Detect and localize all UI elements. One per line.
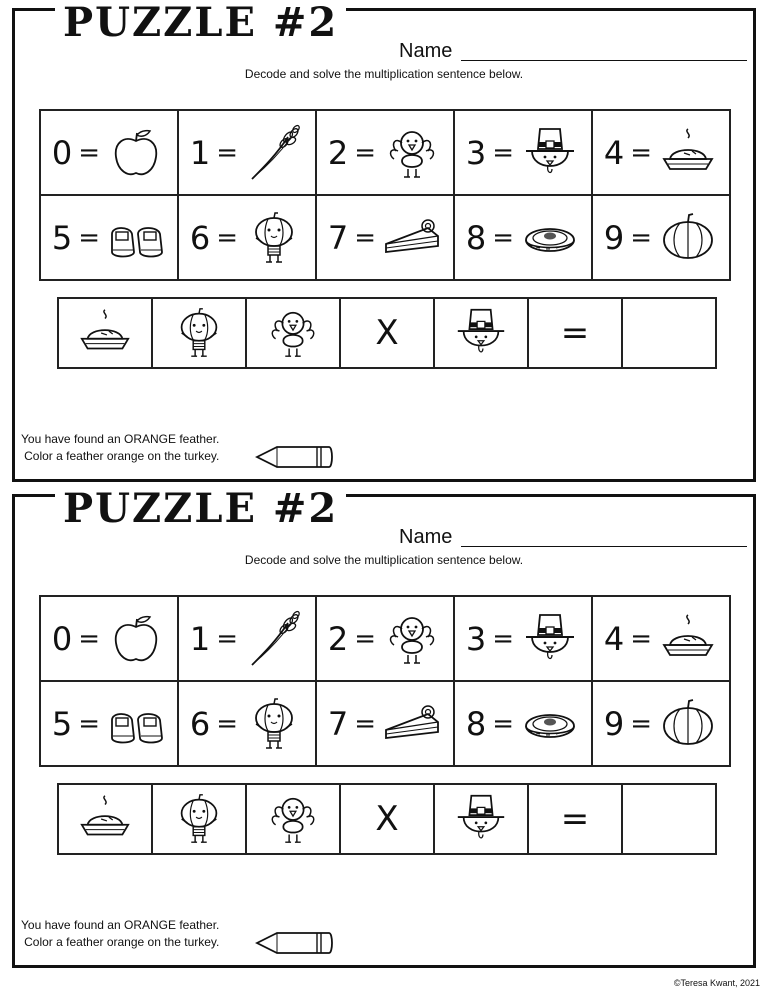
pumpkin-character-icon: [170, 790, 228, 848]
key-digit: 9: [603, 704, 625, 743]
equals-sign: =: [354, 137, 377, 168]
key-cell-4: [592, 110, 730, 195]
pie-icon: [76, 790, 134, 848]
pie-icon: [658, 123, 718, 183]
key-digit: 4: [603, 133, 625, 172]
sweet-potato-pie-icon: [520, 208, 580, 268]
equals-sign: =: [216, 222, 239, 253]
key-cell-5: [40, 681, 178, 766]
instructions: Decode and solve the multiplication sentence below.: [244, 67, 524, 81]
name-line: [461, 546, 747, 547]
sweet-potato-pie-icon: [520, 694, 580, 754]
wheat-icon: [244, 123, 304, 183]
key-digit: 7: [327, 704, 349, 743]
multiply-sign: X: [375, 799, 399, 839]
pumpkin-character-icon: [244, 208, 304, 268]
key-digit: 3: [465, 619, 487, 658]
key-cell-2: [316, 596, 454, 681]
pilgrim-hat-icon: [452, 790, 510, 848]
key-cell-7: [316, 681, 454, 766]
pie-icon: [76, 304, 134, 362]
pumpkin-icon: [658, 694, 718, 754]
equation-cell: [58, 784, 152, 854]
name-field[interactable]: [399, 33, 747, 63]
equation-cell: [152, 298, 246, 368]
multiply-sign: X: [375, 313, 399, 353]
equation-cell: [152, 784, 246, 854]
equals-sign: =: [78, 137, 101, 168]
equals-sign: =: [78, 623, 101, 654]
crayon-icon: [255, 442, 335, 472]
decoder-key-grid: [39, 109, 731, 281]
pilgrim-hat-icon: [520, 123, 580, 183]
equals-sign: =: [492, 222, 515, 253]
name-label: Name: [399, 40, 453, 62]
pie-slice-icon: [382, 694, 442, 754]
feather-message: [21, 917, 219, 951]
worksheet-card-top: [12, 0, 756, 482]
equation-operator-cell: [528, 298, 622, 368]
key-digit: 1: [189, 133, 211, 172]
key-digit: 8: [465, 704, 487, 743]
key-digit: 6: [189, 704, 211, 743]
key-digit: 6: [189, 218, 211, 257]
key-cell-1: [178, 596, 316, 681]
equals-sign: =: [630, 708, 653, 739]
equation-operator-cell: [340, 298, 434, 368]
crayon-icon: [255, 928, 335, 958]
key-cell-7: [316, 195, 454, 280]
equals-sign: =: [492, 708, 515, 739]
key-digit: 3: [465, 133, 487, 172]
key-digit: 0: [51, 133, 73, 172]
name-line: [461, 60, 747, 61]
key-cell-6: [178, 195, 316, 280]
instructions: Decode and solve the multiplication sentence below.: [244, 553, 524, 567]
puzzle-title: PUZZLE #2: [55, 1, 346, 45]
turkey-icon: [264, 304, 322, 362]
key-cell-1: [178, 110, 316, 195]
shoes-icon: [106, 694, 166, 754]
wheat-icon: [244, 609, 304, 669]
turkey-icon: [264, 790, 322, 848]
key-digit: 5: [51, 218, 73, 257]
key-digit: 2: [327, 133, 349, 172]
name-field[interactable]: [399, 519, 747, 549]
equals-sign: =: [78, 708, 101, 739]
key-cell-2: [316, 110, 454, 195]
name-label: Name: [399, 526, 453, 548]
turkey-icon: [382, 123, 442, 183]
equals-sign: =: [216, 708, 239, 739]
key-digit: 2: [327, 619, 349, 658]
equation-cell: [246, 298, 340, 368]
apple-icon: [106, 609, 166, 669]
feather-message-line2: Color a feather orange on the turkey.: [24, 449, 220, 463]
equation-cell: [246, 784, 340, 854]
equation-operator-cell: [528, 784, 622, 854]
apple-icon: [106, 123, 166, 183]
key-cell-6: [178, 681, 316, 766]
equals-sign: =: [216, 137, 239, 168]
equals-sign: =: [492, 137, 515, 168]
key-cell-0: [40, 110, 178, 195]
feather-message-line1: You have found an ORANGE feather.: [21, 918, 220, 932]
equals-sign: =: [78, 222, 101, 253]
key-digit: 1: [189, 619, 211, 658]
equation-cell: [58, 298, 152, 368]
worksheet-card-bottom: [12, 485, 756, 968]
key-cell-9: [592, 681, 730, 766]
feather-message-line2: Color a feather orange on the turkey.: [24, 935, 220, 949]
key-cell-3: [454, 110, 592, 195]
key-cell-5: [40, 195, 178, 280]
equation-row: [57, 297, 717, 369]
equals-sign: =: [354, 708, 377, 739]
pumpkin-character-icon: [170, 304, 228, 362]
pumpkin-icon: [658, 208, 718, 268]
equals-sign: =: [630, 222, 653, 253]
key-cell-0: [40, 596, 178, 681]
answer-box[interactable]: [622, 784, 716, 854]
equation-cell: [434, 298, 528, 368]
key-cell-8: [454, 681, 592, 766]
equals-sign: =: [354, 222, 377, 253]
key-digit: 0: [51, 619, 73, 658]
equals-sign: =: [630, 137, 653, 168]
answer-box[interactable]: [622, 298, 716, 368]
key-digit: 9: [603, 218, 625, 257]
key-cell-3: [454, 596, 592, 681]
key-cell-4: [592, 596, 730, 681]
pilgrim-hat-icon: [452, 304, 510, 362]
key-digit: 5: [51, 704, 73, 743]
equation-cell: [434, 784, 528, 854]
shoes-icon: [106, 208, 166, 268]
pilgrim-hat-icon: [520, 609, 580, 669]
feather-message: [21, 431, 219, 465]
copyright: ©Teresa Kwant, 2021: [673, 978, 760, 988]
equals-sign: =: [560, 313, 590, 353]
equals-sign: =: [354, 623, 377, 654]
feather-message-line1: You have found an ORANGE feather.: [21, 432, 220, 446]
equals-sign: =: [560, 799, 590, 839]
equals-sign: =: [492, 623, 515, 654]
pie-icon: [658, 609, 718, 669]
turkey-icon: [382, 609, 442, 669]
pie-slice-icon: [382, 208, 442, 268]
key-cell-8: [454, 195, 592, 280]
pumpkin-character-icon: [244, 694, 304, 754]
key-digit: 4: [603, 619, 625, 658]
equals-sign: =: [630, 623, 653, 654]
key-cell-9: [592, 195, 730, 280]
decoder-key-grid: [39, 595, 731, 767]
equation-operator-cell: [340, 784, 434, 854]
equation-row: [57, 783, 717, 855]
puzzle-title: PUZZLE #2: [55, 487, 346, 531]
key-digit: 8: [465, 218, 487, 257]
equals-sign: =: [216, 623, 239, 654]
key-digit: 7: [327, 218, 349, 257]
